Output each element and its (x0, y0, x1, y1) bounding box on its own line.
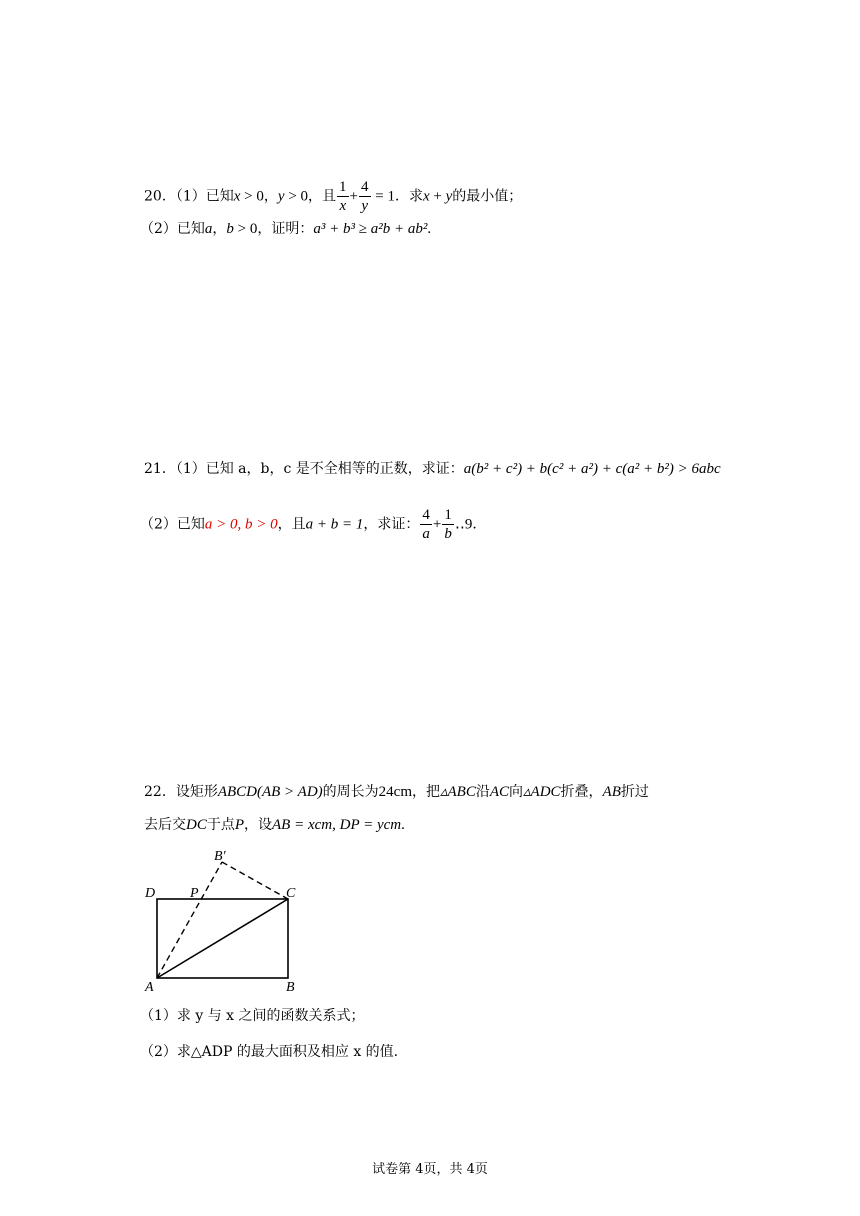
q20-plus: + (349, 188, 358, 205)
q20-frac2-den: y (361, 198, 369, 214)
q20-cond-x-rel: > 0 (240, 188, 264, 205)
q21-line2 (140, 506, 486, 543)
q20-part2-a: a (204, 221, 213, 237)
q22-ab: AB (602, 784, 621, 800)
q22-triangle-abc: ▵ABC (439, 784, 476, 800)
q22-text-2a: 去后交 (144, 817, 186, 833)
q20-comma: ， (263, 188, 278, 205)
q21-number: 21． (144, 461, 176, 477)
q22-sub2: （2）求△ADP 的最大面积及相应 x 的值. (140, 1044, 399, 1060)
q20-cond-y-rel: > 0 (284, 188, 309, 205)
q22-line2-end: . (401, 817, 405, 833)
q21-plus: + (432, 516, 442, 533)
page-footer: 试卷第 4页，共 4页 (372, 1162, 488, 1177)
q22-dc: DC (186, 817, 207, 833)
q21-part2-sum: a + b = 1 (305, 516, 364, 533)
q20-part1-label: （1）已知 (175, 188, 234, 205)
q21-frac1-den: a (422, 526, 430, 542)
q20-fraction-2 (359, 178, 371, 215)
q20-line2 (140, 219, 431, 239)
q20-frac2-num: 4 (361, 179, 369, 195)
q22-text-g: 折过 (620, 784, 649, 800)
q22-perimeter: 24cm (378, 784, 412, 800)
q21-fraction-2 (442, 506, 454, 543)
q20-target-x: x (422, 188, 430, 205)
q21-part1-text: （1）已知 a，b，c 是不全相等的正数，求证： (175, 461, 464, 477)
q21-line1 (144, 459, 721, 479)
q20-target-y: y (445, 188, 453, 205)
label-c: C (286, 886, 296, 901)
q22-text-2c: ，设 (244, 817, 273, 833)
q20-part2-b: b (226, 221, 234, 237)
q22-definitions: AB = xcm, DP = ycm (272, 817, 402, 833)
q21-part2-label: （2）已知 (140, 516, 205, 533)
q20-number: 20． (144, 188, 176, 205)
q20-line1 (144, 178, 522, 215)
q21-part1-inequality: a(b² + c²) + b(c² + a²) + c(a² + b²) > 6abc (463, 461, 721, 477)
q20-ask-tail: 的最小值； (452, 188, 523, 205)
q22-sub1: （1）求 y 与 x 之间的函数关系式； (140, 1008, 365, 1024)
label-a: A (145, 980, 154, 995)
q21-part2-condition: a > 0, b > 0 (204, 516, 278, 533)
q22-text-e: 向 (509, 784, 524, 800)
q21-frac2-den: b (444, 526, 452, 542)
fold-line-cb-prime (222, 862, 288, 899)
q22-figure (140, 846, 340, 996)
q22-text-d: 沿 (475, 784, 490, 800)
q20-cond-y: y (277, 188, 285, 205)
q20-part2-rel: > 0 (233, 221, 258, 237)
q21-frac2-num: 1 (444, 507, 452, 523)
q22-rect: ABCD(AB > AD) (217, 784, 323, 800)
label-b-prime: B′ (214, 849, 226, 864)
q21-fraction-1 (420, 506, 432, 543)
q22-text-c: ，把 (411, 784, 440, 800)
q21-part2-and: ，且 (277, 516, 306, 533)
q20-frac1-num: 1 (339, 179, 347, 195)
q20-and: ，且 (308, 188, 337, 205)
q22-number: 22． (144, 784, 176, 800)
q22-ac: AC (489, 784, 510, 800)
q20-part2-comma: ， (212, 221, 227, 237)
q20-target-plus: + (429, 188, 446, 205)
q22-line2 (144, 815, 405, 835)
q21-tail: ‥9 (454, 516, 473, 533)
fold-line-ab-prime (157, 862, 222, 978)
q22-text-b: 的周长为 (322, 784, 379, 800)
q22-triangle-adc: ▵ADC (523, 784, 561, 800)
label-b: B (286, 980, 295, 995)
q22-text-f: 折叠， (560, 784, 603, 800)
q20-cond-x: x (233, 188, 241, 205)
q20-part2-label: （2）已知 (140, 221, 205, 237)
label-p: P (190, 886, 199, 901)
q20-part2-prove: ，证明： (257, 221, 314, 237)
q20-fraction-1 (337, 178, 349, 215)
label-d: D (145, 886, 156, 901)
q20-frac1-den: x (339, 198, 347, 214)
q20-ask: ．求 (394, 188, 423, 205)
q21-frac1-num: 4 (422, 507, 430, 523)
q22-point-p: P (234, 817, 245, 833)
q20-part2-end: . (427, 221, 432, 237)
q20-part2-inequality: a³ + b³ ≥ a²b + ab² (313, 221, 428, 237)
q22-text-a: 设矩形 (175, 784, 218, 800)
q21-end: ． (472, 516, 487, 533)
q22-text-2b: 于点 (206, 817, 235, 833)
q21-part2-prove: ，求证： (363, 516, 420, 533)
diagonal-ac (157, 899, 288, 978)
q22-line1 (144, 782, 649, 802)
q20-eq-one: = 1 (371, 188, 395, 205)
